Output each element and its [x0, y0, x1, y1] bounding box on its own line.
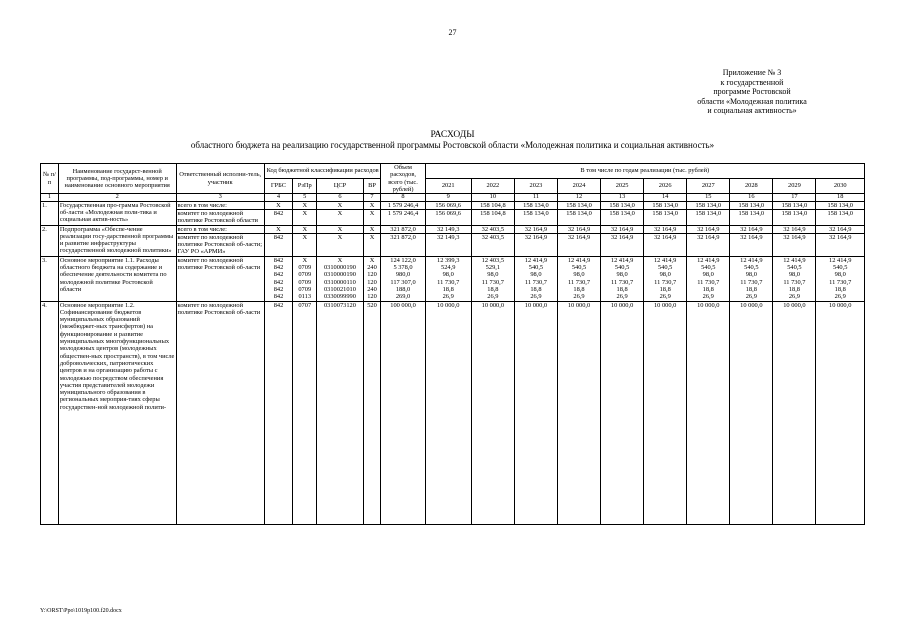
cell-line: 0310021010 — [323, 285, 356, 293]
year-value: 10 000,0 — [471, 301, 514, 524]
table-row — [41, 225, 865, 233]
code-grbs — [264, 256, 292, 301]
cell-line: 98,0 — [834, 271, 846, 279]
header-year: 2021 — [425, 179, 471, 194]
year-value: 32 164,9 — [773, 225, 816, 233]
total-value: 100 000,0 — [381, 301, 425, 524]
cell-line: 12 414,9 — [524, 256, 548, 264]
column-index-cell: 8 — [381, 194, 425, 202]
cell-line: 18,8 — [702, 285, 714, 293]
row-executor: комитет по молодежной политике Ростовской области — [176, 209, 264, 225]
total-value: 1 579 246,4 — [381, 209, 425, 225]
year-value — [557, 256, 600, 301]
year-value: 158 134,0 — [601, 209, 644, 225]
year-value: 10 000,0 — [557, 301, 600, 524]
cell-line: 12 403,5 — [481, 256, 505, 264]
document-subtitle: областного бюджета на реализацию государственной программы Ростовской области «Молодежная политика и социальная активность» — [190, 140, 715, 150]
year-value: 158 134,0 — [514, 209, 557, 225]
cell-line: 26,9 — [702, 293, 714, 301]
cell-line: 120 — [367, 278, 377, 286]
row-number: 2. — [41, 225, 59, 256]
total-value — [381, 256, 425, 301]
header-name: Наименование государст-венной программы, под-программы, номер и наименование основного мероприятия — [58, 164, 176, 194]
year-value: 158 134,0 — [644, 209, 687, 225]
table-body — [41, 194, 865, 524]
row-number: 1. — [41, 201, 59, 225]
code-rzpr — [293, 256, 317, 301]
year-value: 10 000,0 — [425, 301, 471, 524]
column-index-cell: 4 — [264, 194, 292, 202]
row-number: 3. — [41, 256, 59, 301]
document-title: РАСХОДЫ — [430, 130, 475, 140]
year-value: 32 149,3 — [425, 225, 471, 233]
row-name: Государственная про-грамма Ростовской об-ласти «Молодежная поли-тика и социальная актив-ность» — [58, 201, 176, 225]
cell-line: 842 — [273, 285, 284, 293]
cell-line: 540,5 — [528, 264, 544, 272]
code-grbs: X — [264, 201, 292, 209]
year-value: 32 164,9 — [601, 225, 644, 233]
cell-line: 12 414,9 — [740, 256, 763, 264]
annex-line: Приложение № 3 — [722, 68, 782, 77]
year-value: 158 134,0 — [644, 201, 687, 209]
year-value: 32 164,9 — [644, 233, 687, 256]
cell-line: 0709 — [298, 271, 312, 279]
column-index-cell: 6 — [317, 194, 363, 202]
cell-line: 26,9 — [442, 293, 454, 301]
cell-line: 12 414,9 — [697, 256, 720, 264]
year-value — [816, 256, 865, 301]
cell-line: 0709 — [298, 285, 312, 293]
year-value: 32 164,9 — [644, 225, 687, 233]
cell-line: 11 730,7 — [740, 278, 763, 286]
cell-line: 11 730,7 — [437, 278, 460, 286]
cell-line: 842 — [273, 264, 284, 272]
table-row — [41, 301, 865, 524]
column-index-cell: 10 — [471, 194, 514, 202]
code-csr: 0310073120 — [317, 301, 363, 524]
header-years-group: В том числе по годам реализации (тыс. рублей) — [425, 164, 864, 179]
header-code-group: Код бюджетной классификации расходов — [264, 164, 381, 179]
year-value: 158 134,0 — [730, 209, 773, 225]
header-csr: ЦСР — [317, 179, 363, 194]
cell-line: 11 730,7 — [654, 278, 677, 286]
header-grbs: ГРБС — [264, 179, 292, 194]
year-value: 32 164,9 — [773, 233, 816, 256]
code-rzpr: 0707 — [293, 301, 317, 524]
table-row — [41, 201, 865, 209]
header-year: 2024 — [557, 179, 600, 194]
year-value — [773, 256, 816, 301]
cell-line: 11 730,7 — [829, 278, 852, 286]
cell-line: X — [302, 256, 308, 264]
cell-line: X — [337, 256, 343, 264]
year-value: 32 164,9 — [601, 233, 644, 256]
cell-line: 269,0 — [395, 293, 411, 301]
year-value: 32 164,9 — [557, 225, 600, 233]
cell-line: 98,0 — [788, 271, 800, 279]
code-vr: 520 — [363, 301, 381, 524]
cell-line: 980,0 — [395, 271, 411, 279]
row-number: 4. — [41, 301, 59, 524]
cell-line: 529,1 — [485, 264, 501, 272]
year-value: 32 164,9 — [816, 225, 865, 233]
row-name: Основное мероприятие 1.2. Софинансирование бюджетов муниципальных образований (межбюджет-ных трансфертов) на функционирование и развитие муниципальных многофункциональных молодежных центров (молодежных обществен-ных пространств), в том числе добровольческих, патриотических центров и на организацию работы с молодежью посредством обеспечения участия представителей молодежи муниципального образования в региональных мероприя-тиях сферы государствен-ной молодежной полити- — [58, 301, 176, 524]
code-vr: X — [363, 225, 381, 233]
header-vr: ВР — [363, 179, 381, 194]
budget-table — [40, 163, 865, 525]
year-value: 10 000,0 — [514, 301, 557, 524]
cell-line: 26,9 — [616, 293, 628, 301]
cell-line: 98,0 — [745, 271, 757, 279]
cell-line: 188,0 — [395, 285, 411, 293]
cell-line: 12 414,9 — [829, 256, 852, 264]
year-value: 10 000,0 — [816, 301, 865, 524]
code-vr: X — [363, 233, 381, 256]
year-value: 10 000,0 — [773, 301, 816, 524]
year-value: 156 069,6 — [425, 201, 471, 209]
cell-line: 11 730,7 — [783, 278, 806, 286]
cell-line: 18,8 — [573, 285, 585, 293]
header-year: 2028 — [730, 179, 773, 194]
code-rzpr: X — [293, 201, 317, 209]
cell-line: 120 — [367, 271, 377, 279]
year-value — [730, 256, 773, 301]
year-value: 10 000,0 — [601, 301, 644, 524]
year-value: 158 134,0 — [601, 201, 644, 209]
cell-line: 26,9 — [745, 293, 757, 301]
cell-line: 12 399,3 — [437, 256, 460, 264]
column-index-cell: 17 — [773, 194, 816, 202]
cell-line: 11 730,7 — [697, 278, 720, 286]
cell-line: 98,0 — [659, 271, 671, 279]
cell-line: 98,0 — [487, 271, 499, 279]
cell-line: 98,0 — [702, 271, 714, 279]
cell-line: 540,5 — [787, 264, 802, 272]
cell-line: 12 414,9 — [653, 256, 677, 264]
cell-line: 5 378,0 — [393, 264, 413, 272]
cell-line: 12 414,9 — [783, 256, 806, 264]
year-value: 32 403,5 — [471, 233, 514, 256]
year-value: 158 134,0 — [816, 201, 865, 209]
column-index-row — [41, 194, 865, 202]
year-value: 10 000,0 — [687, 301, 730, 524]
cell-line: 26,9 — [834, 293, 846, 301]
year-value — [644, 256, 687, 301]
cell-line: 18,8 — [745, 285, 757, 293]
cell-line: 540,5 — [614, 264, 630, 272]
total-value: 1 579 246,4 — [381, 201, 425, 209]
year-value — [601, 256, 644, 301]
cell-line: 540,5 — [744, 264, 759, 272]
cell-line: 18,8 — [834, 285, 846, 293]
cell-line: 540,5 — [571, 264, 587, 272]
year-value: 158 134,0 — [687, 209, 730, 225]
year-value: 32 164,9 — [687, 225, 730, 233]
row-executor: комитет по молодежной политике Ростовской об-ласти; ГАУ РО «АРМИ» — [176, 233, 264, 256]
column-index-cell: 7 — [363, 194, 381, 202]
page-number: 27 — [448, 28, 457, 37]
cell-line: 98,0 — [616, 271, 628, 279]
row-executor: всего в том числе: — [176, 225, 264, 233]
column-index-cell: 1 — [41, 194, 59, 202]
code-csr: X — [317, 209, 363, 225]
column-index-cell: 9 — [425, 194, 471, 202]
code-vr: X — [363, 209, 381, 225]
year-value: 158 134,0 — [816, 209, 865, 225]
cell-line: 18,8 — [530, 285, 542, 293]
title-block — [40, 130, 865, 150]
year-value: 158 134,0 — [773, 209, 816, 225]
code-grbs: X — [264, 225, 292, 233]
row-executor: комитет по молодежной политике Ростовской об-ласти — [176, 256, 264, 301]
code-grbs: 842 — [264, 301, 292, 524]
cell-line: 0113 — [298, 293, 312, 301]
cell-line: 98,0 — [573, 271, 585, 279]
header-row — [41, 164, 865, 179]
cell-line: 12 414,9 — [567, 256, 591, 264]
cell-line: 26,9 — [530, 293, 542, 301]
row-executor: комитет по молодежной политике Ростовской об-ласти — [176, 301, 264, 524]
cell-line: 11 730,7 — [481, 278, 504, 286]
code-rzpr: X — [293, 209, 317, 225]
footer-file-path: Y:\ORST\Ppo\1019p100.f20.docx — [40, 608, 122, 614]
header-num: № п/п — [41, 164, 59, 194]
cell-line: 18,8 — [487, 285, 499, 293]
code-vr — [363, 256, 381, 301]
cell-line: 240 — [367, 264, 377, 272]
cell-line: 11 730,7 — [567, 278, 591, 286]
cell-line: 842 — [273, 256, 284, 264]
year-value — [471, 256, 514, 301]
header-year: 2029 — [773, 179, 816, 194]
header-year: 2025 — [601, 179, 644, 194]
column-index-cell: 18 — [816, 194, 865, 202]
code-csr: X — [317, 201, 363, 209]
year-value: 32 164,9 — [557, 233, 600, 256]
cell-line: 0709 — [298, 278, 312, 286]
cell-line: 117 307,0 — [390, 278, 416, 286]
row-name: Подпрограмма «Обеспе-чение реализации госу-дарственной программы и развитие инфраструктуры государственной молодежной политики» — [58, 225, 176, 256]
cell-line: 0310000190 — [323, 271, 356, 279]
column-index-cell: 16 — [730, 194, 773, 202]
cell-line: 26,9 — [788, 293, 800, 301]
code-grbs: 842 — [264, 209, 292, 225]
code-csr: X — [317, 225, 363, 233]
column-index-cell: 12 — [557, 194, 600, 202]
row-name: Основное мероприятие 1.1. Расходы областного бюджета на содержание и обеспечение деятельности комитета по молодежной политике Ростовской области — [58, 256, 176, 301]
header-year: 2022 — [471, 179, 514, 194]
year-value: 32 164,9 — [816, 233, 865, 256]
code-rzpr: X — [293, 233, 317, 256]
year-value: 32 164,9 — [730, 233, 773, 256]
cell-line: 12 414,9 — [610, 256, 634, 264]
header-year: 2026 — [644, 179, 687, 194]
column-index-cell: 15 — [687, 194, 730, 202]
column-index-cell: 13 — [601, 194, 644, 202]
column-index-cell: 2 — [58, 194, 176, 202]
cell-line: 98,0 — [530, 271, 542, 279]
year-value: 158 134,0 — [514, 201, 557, 209]
year-value: 158 104,8 — [471, 201, 514, 209]
header-volume: Объем расходов, всего (тыс. рублей) — [381, 164, 425, 194]
cell-line: 240 — [367, 285, 377, 293]
cell-line: 11 730,7 — [611, 278, 634, 286]
cell-line: X — [369, 256, 375, 264]
year-value: 10 000,0 — [730, 301, 773, 524]
cell-line: 18,8 — [659, 285, 671, 293]
table-row — [41, 256, 865, 301]
year-value: 32 164,9 — [687, 233, 730, 256]
cell-line: 0310000110 — [324, 278, 356, 286]
year-value: 158 134,0 — [730, 201, 773, 209]
code-rzpr: X — [293, 225, 317, 233]
year-value: 32 149,3 — [425, 233, 471, 256]
year-value: 158 134,0 — [687, 201, 730, 209]
column-index-cell: 3 — [176, 194, 264, 202]
year-value: 158 104,8 — [471, 209, 514, 225]
cell-line: 0709 — [298, 264, 312, 272]
header-year: 2027 — [687, 179, 730, 194]
code-csr — [317, 256, 363, 301]
cell-line: 120 — [367, 293, 377, 301]
year-value — [514, 256, 557, 301]
annex-line: области «Молодежная политика — [697, 96, 807, 106]
total-value: 321 872,0 — [381, 233, 425, 256]
cell-line: 0310000190 — [323, 264, 356, 272]
year-value: 158 134,0 — [557, 209, 600, 225]
year-value: 32 164,9 — [514, 233, 557, 256]
annex-block — [667, 68, 837, 116]
column-index-cell: 14 — [644, 194, 687, 202]
cell-line: 26,9 — [487, 293, 499, 301]
year-value: 10 000,0 — [644, 301, 687, 524]
header-year: 2030 — [816, 179, 865, 194]
year-value: 32 164,9 — [514, 225, 557, 233]
year-value: 156 069,6 — [425, 209, 471, 225]
column-index-cell: 11 — [514, 194, 557, 202]
cell-line: 0330099990 — [323, 293, 356, 301]
header-rzpr: РзПр — [293, 179, 317, 194]
cell-line: 26,9 — [573, 293, 585, 301]
cell-line: 11 730,7 — [524, 278, 548, 286]
annex-line: и социальная активность» — [707, 106, 797, 115]
cell-line: 540,5 — [701, 264, 716, 272]
cell-line: 98,0 — [442, 271, 454, 279]
annex-line: к государственной — [720, 77, 784, 87]
cell-line: 18,8 — [442, 285, 454, 293]
row-executor: всего в том числе: — [176, 201, 264, 209]
header-executor: Ответственный исполни-тель, участник — [176, 164, 264, 194]
cell-line: 842 — [273, 293, 284, 301]
header-year: 2023 — [514, 179, 557, 194]
cell-line: 540,5 — [657, 264, 673, 272]
year-value: 158 134,0 — [557, 201, 600, 209]
code-csr: X — [317, 233, 363, 256]
cell-line: 18,8 — [788, 285, 800, 293]
cell-line: 540,5 — [833, 264, 848, 272]
year-value — [687, 256, 730, 301]
total-value: 321 872,0 — [381, 225, 425, 233]
cell-line: 842 — [273, 278, 284, 286]
year-value: 32 164,9 — [730, 225, 773, 233]
cell-line: 524,9 — [441, 264, 456, 272]
annex-line: программе Ростовской — [713, 87, 791, 96]
year-value: 32 403,5 — [471, 225, 514, 233]
cell-line: 124 122,0 — [390, 256, 416, 264]
code-grbs: 842 — [264, 233, 292, 256]
column-index-cell: 5 — [293, 194, 317, 202]
year-value — [425, 256, 471, 301]
cell-line: 18,8 — [616, 285, 628, 293]
cell-line: 26,9 — [659, 293, 671, 301]
year-value: 158 134,0 — [773, 201, 816, 209]
cell-line: 842 — [273, 271, 284, 279]
code-vr: X — [363, 201, 381, 209]
